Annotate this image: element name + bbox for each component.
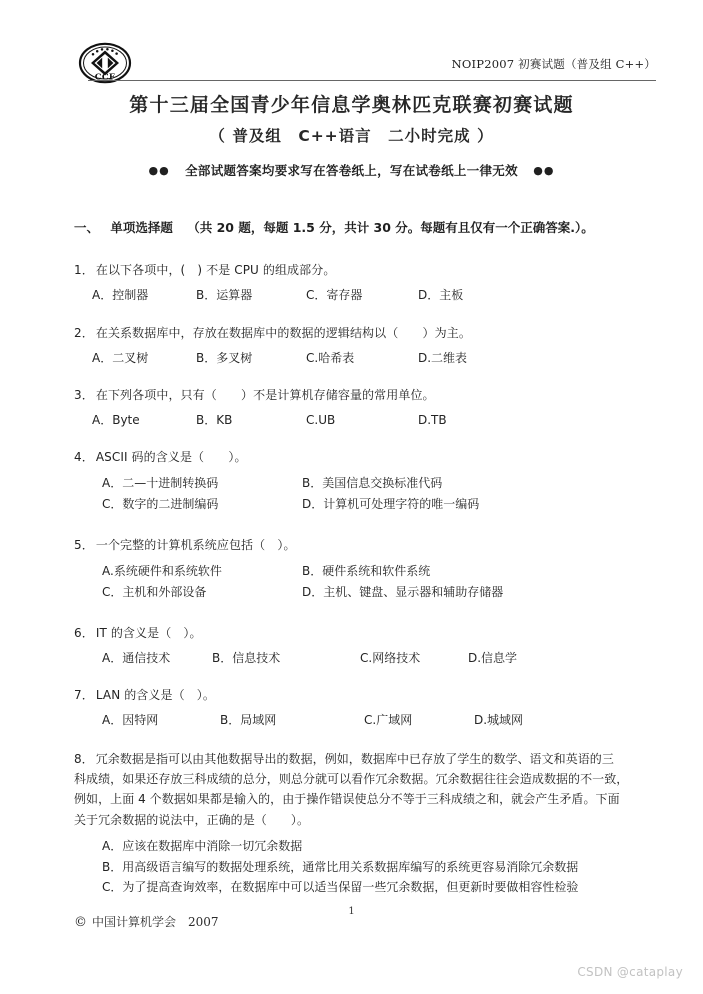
question-4-option-a[interactable]: A．二—十进制转换码 — [102, 476, 219, 491]
question-3 — [74, 387, 634, 430]
question-5-option-a[interactable]: A.系统硬件和系统软件 — [102, 564, 222, 579]
question-8-number: 8． — [74, 752, 94, 766]
question-3-text: 在下列各项中，只有（ ）不是计算机存储容量的常用单位。 — [95, 388, 435, 402]
question-6-number: 6． — [74, 626, 94, 640]
section-heading — [74, 218, 594, 236]
question-2-option-b[interactable]: B．多叉树 — [196, 351, 253, 366]
question-7-number: 7． — [74, 688, 94, 702]
question-1-options — [74, 287, 634, 304]
question-4-option-b[interactable]: B．美国信息交换标准代码 — [302, 476, 443, 491]
question-5-option-b[interactable]: B．硬件系统和软件系统 — [302, 564, 431, 579]
question-6-stem — [74, 625, 634, 642]
question-2 — [74, 325, 634, 368]
question-1-option-d[interactable]: D．主板 — [418, 288, 464, 303]
question-5 — [74, 537, 634, 603]
section-name: 单项选择题 — [110, 220, 173, 235]
question-2-option-d[interactable]: D.二维表 — [418, 351, 468, 366]
question-7-stem — [74, 687, 634, 704]
page-number: 1 — [348, 906, 355, 917]
question-8-text-line-1: 冗余数据是指可以由其他数据导出的数据，例如，数据库中已存放了学生的数学、语文和英语的三 — [95, 752, 614, 766]
question-7 — [74, 687, 634, 730]
question-2-option-c[interactable]: C.哈希表 — [306, 351, 355, 366]
notice-right-bullets: ●● — [533, 164, 555, 177]
question-7-text: LAN 的含义是（ ）。 — [95, 688, 216, 702]
question-6-option-a[interactable]: A．通信技术 — [102, 651, 171, 666]
question-6-option-d[interactable]: D.信息学 — [468, 651, 518, 666]
header-exam-label: NOIP2007 初赛试题（普及组 C++） — [451, 57, 656, 71]
question-8-stem-line-3: 例如，上面 4 个数据如果都是输入的，由于操作错误使总分不等于三科成绩之和，就会产生矛盾。下面 — [74, 792, 620, 807]
question-2-number: 2． — [74, 326, 94, 340]
question-5-option-c[interactable]: C．主机和外部设备 — [102, 585, 207, 600]
question-3-option-b[interactable]: B．KB — [196, 413, 233, 428]
page-subtitle: （ 普及组 C++语言 二小时完成 ） — [209, 127, 494, 145]
question-7-option-b[interactable]: B．局域网 — [220, 713, 277, 728]
svg-text:CCF: CCF — [94, 71, 116, 82]
question-5-text: 一个完整的计算机系统应包括（ ）。 — [95, 538, 296, 552]
question-3-stem — [74, 387, 634, 404]
ccf-logo-icon — [78, 42, 132, 84]
notice-left-bullets: ●● — [148, 164, 170, 177]
question-8 — [74, 750, 634, 898]
question-1-option-a[interactable]: A．控制器 — [92, 288, 149, 303]
question-8-stem-line-2: 科成绩，如果还存放三科成绩的总分，则总分就可以看作冗余数据。冗余数据往往会造成数据的不一致， — [74, 772, 629, 787]
question-6-options — [74, 650, 634, 667]
footer-year: 2007 — [188, 915, 219, 929]
question-6 — [74, 625, 634, 668]
watermark: CSDN @cataplay — [577, 965, 683, 979]
question-4 — [74, 449, 634, 515]
question-1-text: 在以下各项中，( ) 不是 CPU 的组成部分。 — [95, 263, 336, 277]
page-title: 第十三届全国青少年信息学奥林匹克联赛初赛试题 — [129, 94, 574, 116]
question-6-text: IT 的含义是（ ）。 — [95, 626, 202, 640]
question-1-number: 1． — [74, 263, 94, 277]
question-2-text: 在关系数据库中，存放在数据库中的数据的逻辑结构以（ ）为主。 — [95, 326, 471, 340]
exam-notice — [0, 161, 703, 179]
question-3-options — [74, 412, 634, 429]
question-1-option-c[interactable]: C．寄存器 — [306, 288, 363, 303]
question-1-option-b[interactable]: B．运算器 — [196, 288, 253, 303]
question-4-text: ASCII 码的含义是（ ）。 — [95, 450, 247, 464]
question-4-options — [74, 473, 634, 515]
question-5-option-d[interactable]: D．主机、键盘、显示器和辅助存储器 — [302, 585, 504, 600]
question-5-stem — [74, 537, 634, 554]
question-6-option-b[interactable]: B．信息技术 — [212, 651, 281, 666]
question-4-options-row-1 — [102, 473, 634, 494]
question-4-option-c[interactable]: C．数字的二进制编码 — [102, 497, 219, 512]
question-1 — [74, 262, 634, 305]
footer-organization: 中国计算机学会 — [92, 915, 177, 929]
question-8-stem-line-4: 关于冗余数据的说法中，正确的是（ ）。 — [74, 812, 310, 827]
question-7-option-c[interactable]: C.广域网 — [364, 713, 413, 728]
question-3-option-a[interactable]: A．Byte — [92, 413, 140, 428]
question-8-option-c[interactable]: C．为了提高查询效率，在数据库中可以适当保留一些冗余数据，但更新时要做相容性检验 — [102, 880, 579, 895]
question-3-number: 3． — [74, 388, 94, 402]
question-7-options — [74, 712, 634, 729]
question-2-options — [74, 350, 634, 367]
question-4-number: 4． — [74, 450, 94, 464]
question-8-stem-line-1 — [74, 750, 634, 768]
question-2-stem — [74, 325, 634, 342]
question-4-stem — [74, 449, 634, 466]
question-3-option-c[interactable]: C.UB — [306, 413, 336, 428]
question-4-options-row-2 — [102, 494, 634, 515]
page-footer — [74, 913, 219, 930]
question-7-option-d[interactable]: D.城域网 — [474, 713, 524, 728]
question-5-number: 5． — [74, 538, 94, 552]
header-divider — [88, 80, 656, 81]
question-5-options-row-2 — [102, 582, 634, 603]
question-3-option-d[interactable]: D.TB — [418, 413, 447, 428]
question-8-option-b[interactable]: B．用高级语言编写的数据处理系统，通常比用关系数据库编写的系统更容易消除冗余数据 — [102, 859, 579, 874]
question-8-option-a[interactable]: A．应该在数据库中消除一切冗余数据 — [102, 838, 303, 853]
question-8-options — [74, 836, 634, 898]
question-2-option-a[interactable]: A．二叉树 — [92, 351, 149, 366]
question-6-option-c[interactable]: C.网络技术 — [360, 651, 421, 666]
notice-text: 全部试题答案均要求写在答卷纸上，写在试卷纸上一律无效 — [185, 163, 518, 178]
question-5-options — [74, 561, 634, 603]
question-7-option-a[interactable]: A．因特网 — [102, 713, 159, 728]
question-4-option-d[interactable]: D．计算机可处理字符的唯一编码 — [302, 497, 480, 512]
copyright-icon: © — [74, 915, 87, 930]
section-number: 一、 — [74, 220, 100, 235]
section-note: （共 20 题，每题 1.5 分，共计 30 分。每题有且仅有一个正确答案.）。 — [187, 220, 594, 235]
question-1-stem — [74, 262, 634, 279]
question-5-options-row-1 — [102, 561, 634, 582]
